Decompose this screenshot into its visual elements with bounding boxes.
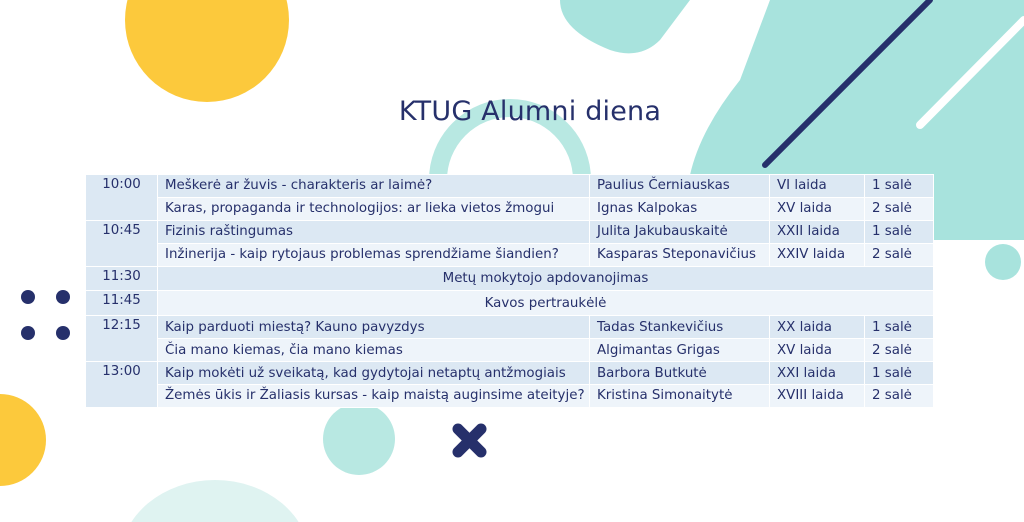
table-row [86,197,934,220]
edition-cell: XXII laida [770,220,865,243]
page-title: KTUG Alumni diena [398,96,662,127]
navy-dot [21,326,35,340]
speaker-cell: Kasparas Steponavičius [590,243,770,266]
topic-cell: Kaip mokėti už sveikatą, kad gydytojai netaptų antžmogiais [158,362,590,385]
speaker-cell: Ignas Kalpokas [590,197,770,220]
topic-cell: Meškerė ar žuvis - charakteris ar laimė? [158,175,590,198]
time-cell: 11:45 [86,291,158,316]
speaker-cell: Barbora Butkutė [590,362,770,385]
speaker-cell: Kristina Simonaitytė [590,385,770,408]
topic-cell: Čia mano kiemas, čia mano kiemas [158,339,590,362]
table-row [86,385,934,408]
time-cell: 10:45 [86,220,158,266]
yellow-circle-bottom [0,394,46,486]
event-cell: Metų mokytojo apdovanojimas [158,266,934,291]
mint-dot-right [985,244,1021,280]
table-row [86,339,934,362]
navy-dot [56,326,70,340]
table-row [86,175,934,198]
topic-cell: Kaip parduoti miestą? Kauno pavyzdys [158,316,590,339]
speaker-cell: Paulius Černiauskas [590,175,770,198]
mint-shape-top [560,0,690,53]
edition-cell: XV laida [770,339,865,362]
schedule-table [85,174,934,408]
room-cell: 2 salė [865,243,934,266]
room-cell: 1 salė [865,175,934,198]
table-row [86,220,934,243]
table-row [86,316,934,339]
time-cell: 12:15 [86,316,158,362]
room-cell: 2 salė [865,385,934,408]
navy-x-shape [458,429,481,452]
topic-cell: Fizinis raštingumas [158,220,590,243]
topic-cell: Karas, propaganda ir technologijos: ar lieka vietos žmogui [158,197,590,220]
navy-dot [21,290,35,304]
mint-arc-bottom [120,480,310,522]
room-cell: 1 salė [865,316,934,339]
edition-cell: XVIII laida [770,385,865,408]
time-cell: 10:00 [86,175,158,221]
table-row [86,362,934,385]
event-cell: Kavos pertraukėlė [158,291,934,316]
topic-cell: Inžinerija - kaip rytojaus problemas sprendžiame šiandien? [158,243,590,266]
mint-circle-bottom [323,403,395,475]
time-cell: 11:30 [86,266,158,291]
room-cell: 1 salė [865,220,934,243]
room-cell: 2 salė [865,339,934,362]
speaker-cell: Julita Jakubauskaitė [590,220,770,243]
table-row [86,243,934,266]
table-row [86,266,934,291]
room-cell: 2 salė [865,197,934,220]
edition-cell: XXIV laida [770,243,865,266]
speaker-cell: Tadas Stankevičius [590,316,770,339]
yellow-circle-top [125,0,289,102]
table-row [86,291,934,316]
navy-dot [56,290,70,304]
edition-cell: XXI laida [770,362,865,385]
edition-cell: XV laida [770,197,865,220]
room-cell: 1 salė [865,362,934,385]
speaker-cell: Algimantas Grigas [590,339,770,362]
edition-cell: XX laida [770,316,865,339]
topic-cell: Žemės ūkis ir Žaliasis kursas - kaip maistą auginsime ateityje? [158,385,590,408]
time-cell: 13:00 [86,362,158,408]
edition-cell: VI laida [770,175,865,198]
